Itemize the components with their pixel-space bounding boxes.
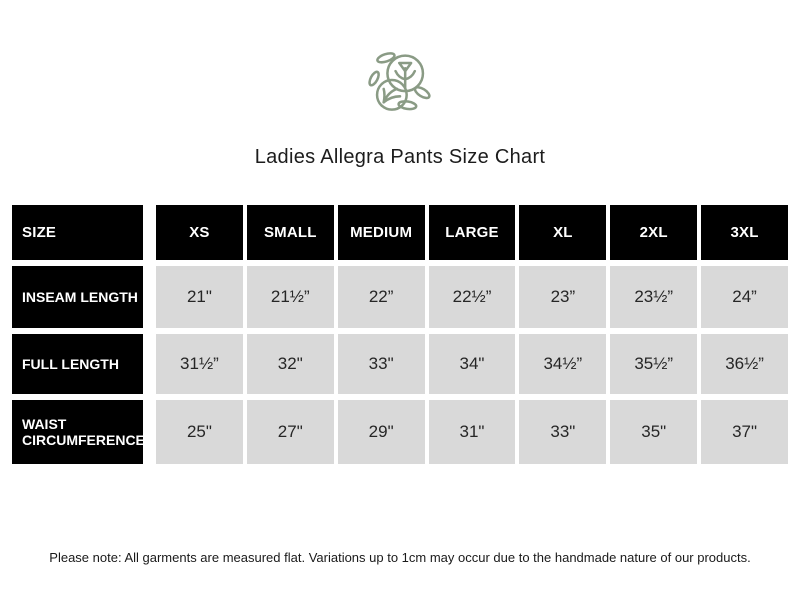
size-value-r0-c6: 24” [701, 266, 788, 328]
page-title: Ladies Allegra Pants Size Chart [254, 146, 546, 168]
column-header-3xl: 3XL [701, 205, 788, 260]
row-header-0: INSEAM LENGTH [12, 266, 143, 328]
corner-header-size: SIZE [12, 205, 143, 260]
row-header-2: WAIST CIRCUMFERENCE [12, 400, 143, 464]
size-value-r2-c0: 25" [156, 400, 243, 464]
size-value-r0-c2: 22” [338, 266, 425, 328]
size-value-r2-c6: 37" [701, 400, 788, 464]
row-header-1: FULL LENGTH [12, 334, 143, 394]
size-value-r2-c2: 29" [338, 400, 425, 464]
column-header-large: LARGE [429, 205, 516, 260]
size-value-r1-c5: 35½” [610, 334, 697, 394]
size-value-r0-c1: 21½” [247, 266, 334, 328]
size-value-r2-c1: 27" [247, 400, 334, 464]
size-value-r0-c4: 23” [519, 266, 606, 328]
size-value-r1-c1: 32" [247, 334, 334, 394]
size-value-r1-c3: 34" [429, 334, 516, 394]
measurement-note: Please note: All garments are measured flat. Variations up to 1cm may occur due to the handmade nature of our products. [49, 550, 751, 565]
brand-logo [0, 0, 800, 120]
size-chart-table [12, 205, 788, 464]
column-header-xl: XL [519, 205, 606, 260]
size-value-r0-c0: 21" [156, 266, 243, 328]
size-value-r1-c4: 34½” [519, 334, 606, 394]
botanical-leaf-monogram-icon [363, 46, 437, 120]
size-value-r0-c3: 22½” [429, 266, 516, 328]
column-header-small: SMALL [247, 205, 334, 260]
column-header-2xl: 2XL [610, 205, 697, 260]
column-header-medium: MEDIUM [338, 205, 425, 260]
size-value-r0-c5: 23½” [610, 266, 697, 328]
size-value-r2-c5: 35" [610, 400, 697, 464]
size-value-r2-c4: 33" [519, 400, 606, 464]
size-value-r2-c3: 31" [429, 400, 516, 464]
size-value-r1-c2: 33" [338, 334, 425, 394]
size-value-r1-c6: 36½” [701, 334, 788, 394]
column-header-xs: XS [156, 205, 243, 260]
size-value-r1-c0: 31½” [156, 334, 243, 394]
